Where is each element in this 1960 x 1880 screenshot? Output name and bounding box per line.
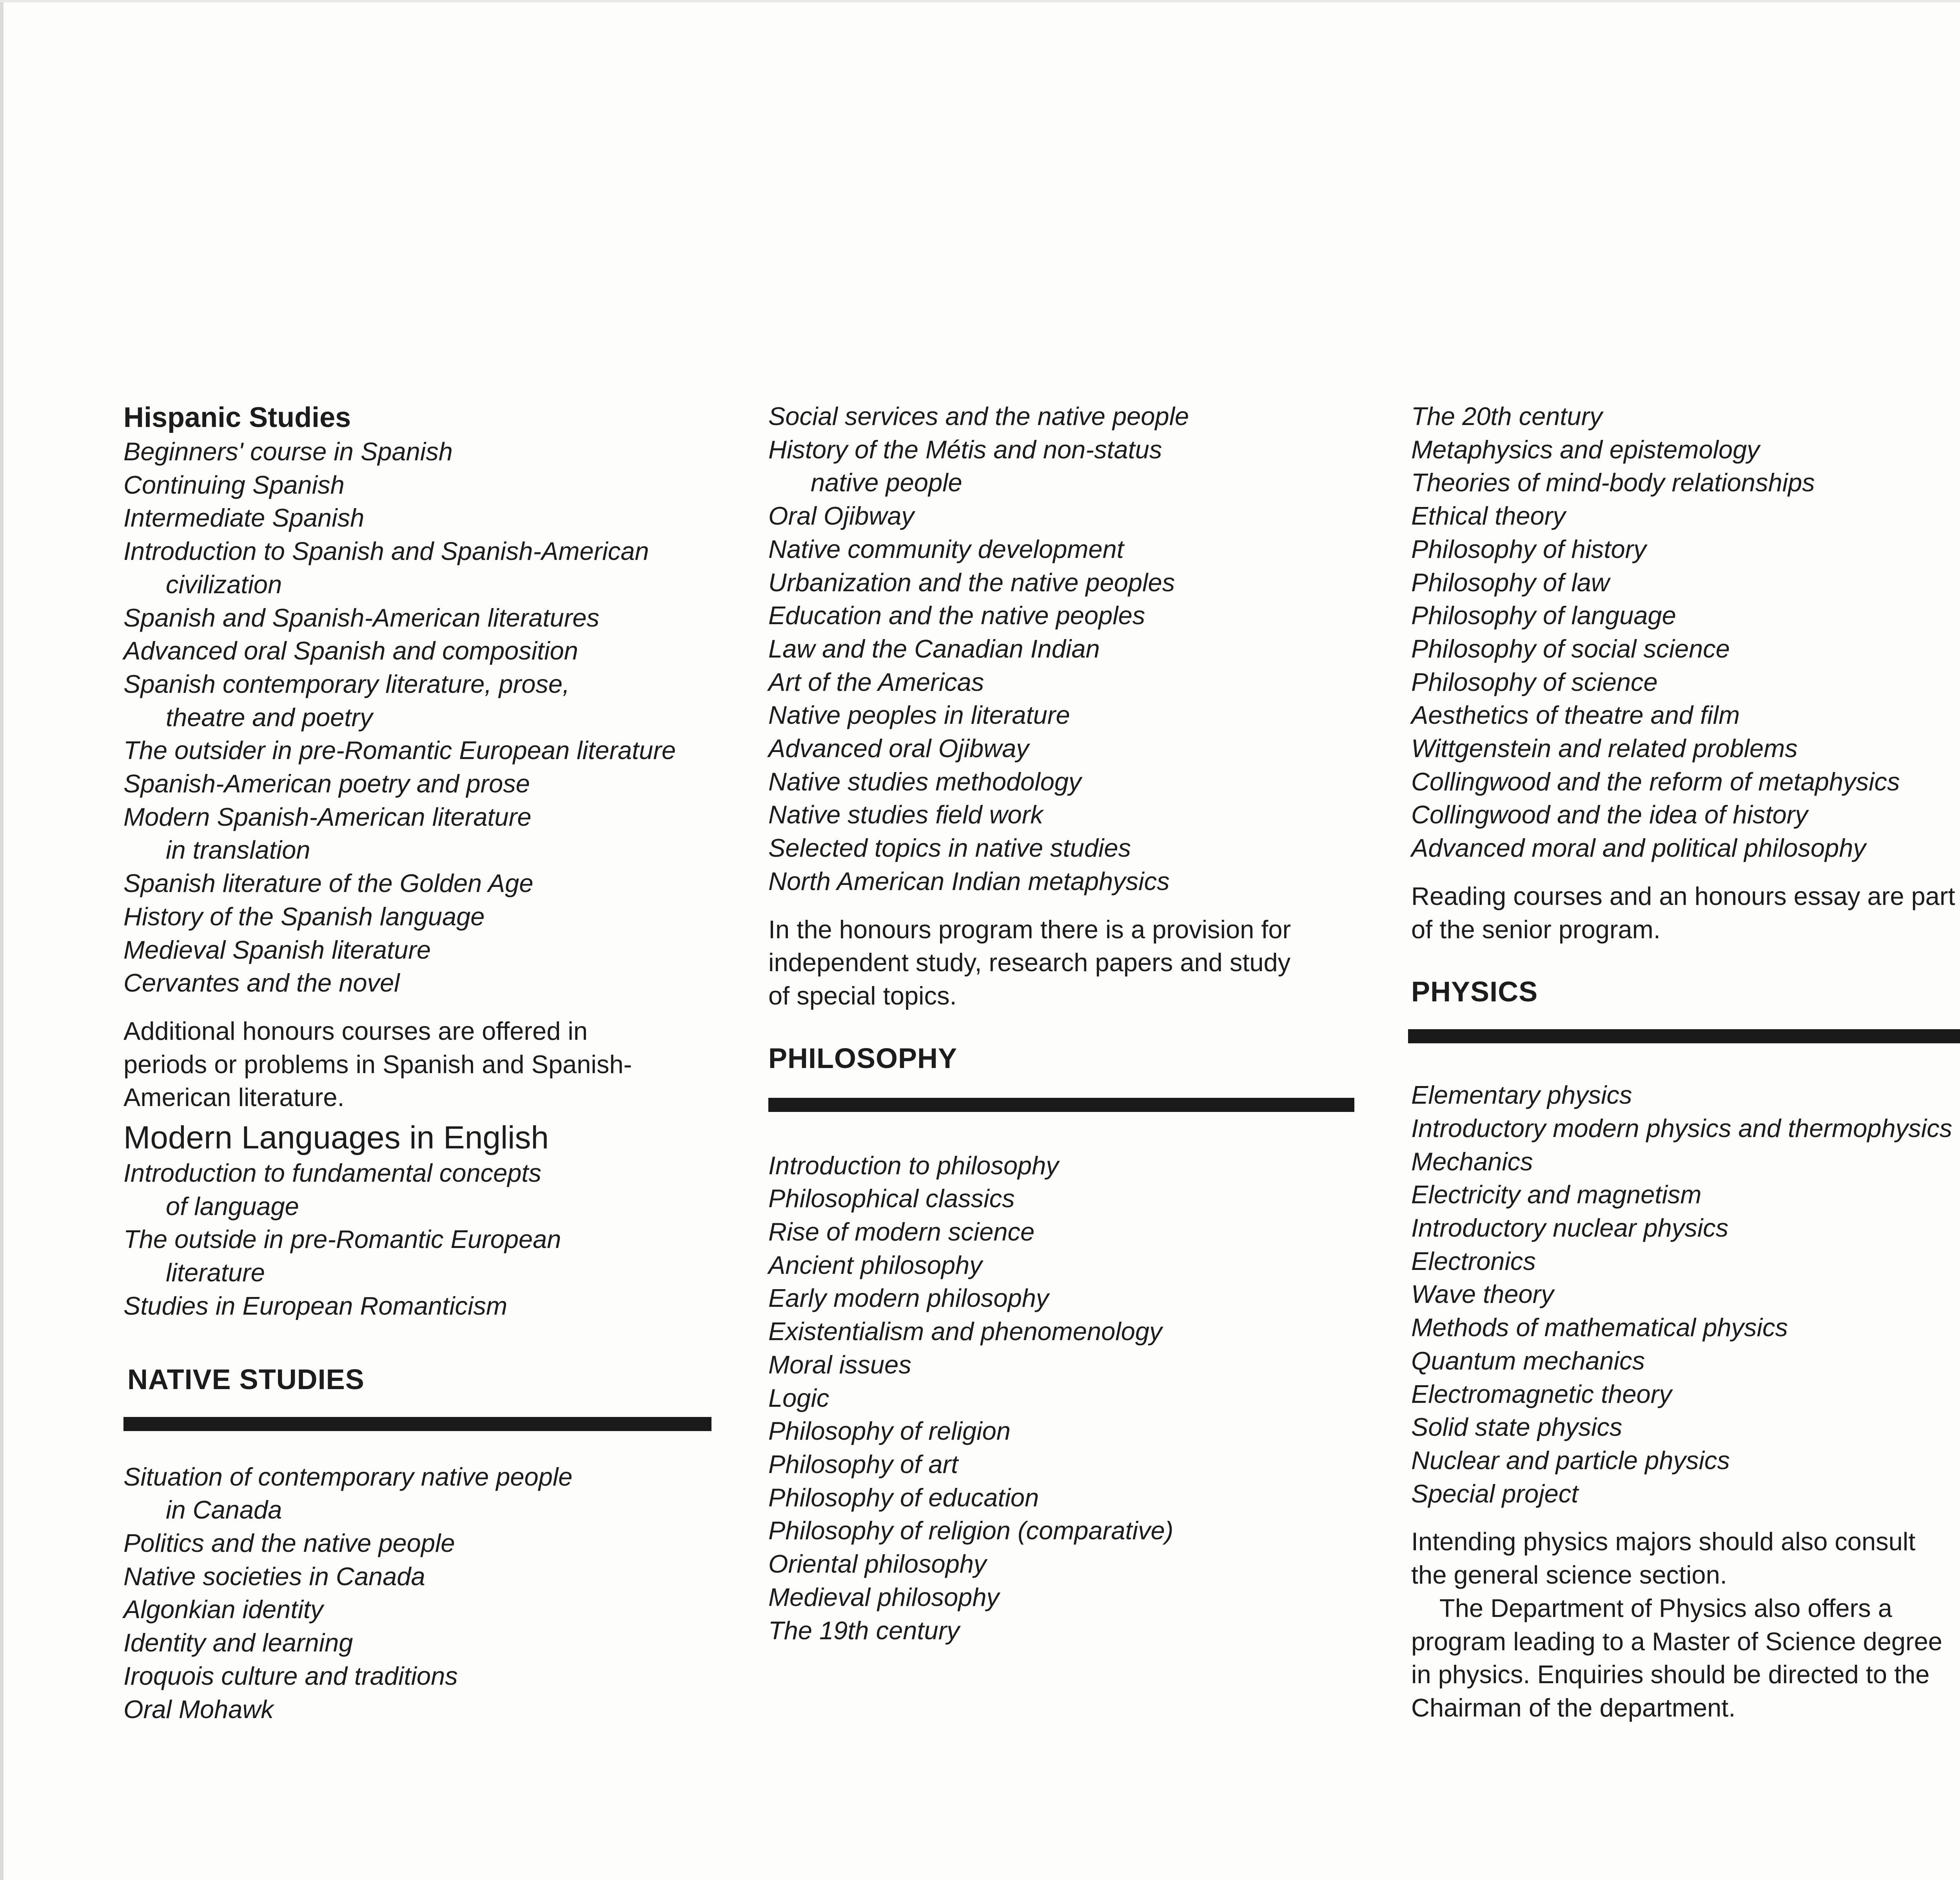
course-item-continuation: of language bbox=[166, 1192, 299, 1221]
page-top-edge bbox=[0, 0, 1960, 2]
note-line: Additional honours courses are offered in bbox=[123, 1016, 588, 1045]
course-item: Continuing Spanish bbox=[123, 470, 345, 499]
course-item: Oriental philosophy bbox=[768, 1549, 987, 1578]
course-item: Native studies methodology bbox=[768, 767, 1082, 796]
note-line: The Department of Physics also offers a bbox=[1439, 1593, 1892, 1622]
course-item: History of the Métis and non-status bbox=[768, 435, 1162, 464]
course-item: Ethical theory bbox=[1411, 501, 1566, 530]
course-item-continuation: civilization bbox=[166, 570, 282, 599]
note-line: Reading courses and an honours essay are part bbox=[1411, 881, 1955, 910]
course-item: Metaphysics and epistemology bbox=[1411, 435, 1760, 464]
course-item: Art of the Americas bbox=[768, 667, 984, 696]
course-item: Aesthetics of theatre and film bbox=[1411, 701, 1740, 730]
course-item: Medieval Spanish literature bbox=[123, 935, 431, 964]
course-item: Collingwood and the reform of metaphysics bbox=[1411, 767, 1900, 796]
course-item-continuation: native people bbox=[811, 468, 962, 497]
course-item: Introduction to fundamental concepts bbox=[123, 1159, 541, 1188]
course-item: Wave theory bbox=[1411, 1280, 1554, 1309]
course-item: Advanced oral Ojibway bbox=[768, 734, 1029, 763]
physics-note bbox=[1411, 1525, 1960, 1724]
course-item: Existentialism and phenomenology bbox=[768, 1317, 1162, 1346]
course-item: The 20th century bbox=[1411, 402, 1602, 430]
course-item: Electromagnetic theory bbox=[1411, 1379, 1672, 1408]
course-item: Introductory nuclear physics bbox=[1411, 1213, 1729, 1242]
course-item: Native peoples in literature bbox=[768, 701, 1070, 730]
course-item: Advanced oral Spanish and composition bbox=[123, 636, 578, 665]
course-item: Advanced moral and political philosophy bbox=[1411, 834, 1866, 863]
page-left-edge bbox=[0, 0, 4, 1880]
physics-heading: PHYSICS bbox=[1411, 976, 1538, 1008]
modern-languages-list bbox=[123, 1157, 735, 1323]
course-item: Modern Spanish-American literature bbox=[123, 802, 532, 831]
course-item: Iroquois culture and traditions bbox=[123, 1661, 458, 1690]
course-item: Special project bbox=[1411, 1479, 1579, 1508]
course-item: Mechanics bbox=[1411, 1147, 1533, 1176]
course-item: Intermediate Spanish bbox=[123, 503, 365, 532]
course-item-continuation: in translation bbox=[166, 836, 310, 865]
course-item: Beginners' course in Spanish bbox=[123, 437, 453, 466]
course-item: Native community development bbox=[768, 534, 1124, 563]
course-item: Education and the native peoples bbox=[768, 601, 1145, 630]
course-item: Philosophy of education bbox=[768, 1483, 1039, 1512]
course-item: Studies in European Romanticism bbox=[123, 1291, 508, 1320]
note-line: the general science section. bbox=[1411, 1560, 1727, 1589]
course-item: Philosophy of law bbox=[1411, 568, 1610, 597]
course-item: Early modern philosophy bbox=[768, 1284, 1049, 1313]
hispanic-studies-title: Hispanic Studies bbox=[123, 402, 351, 433]
course-item: Oral Mohawk bbox=[123, 1695, 274, 1724]
course-item: Collingwood and the idea of history bbox=[1411, 800, 1808, 829]
section-rule bbox=[768, 1098, 1354, 1112]
course-item: The 19th century bbox=[768, 1616, 960, 1645]
course-item: Identity and learning bbox=[123, 1628, 353, 1657]
modern-languages-title: Modern Languages in English bbox=[123, 1120, 549, 1156]
course-item: Introduction to philosophy bbox=[768, 1151, 1059, 1180]
course-item: Philosophical classics bbox=[768, 1184, 1015, 1213]
philosophy-note bbox=[1411, 880, 1960, 946]
note-line: in physics. Enquiries should be directed to the bbox=[1411, 1660, 1930, 1689]
native-studies-list bbox=[123, 1460, 735, 1726]
note-line: Chairman of the department. bbox=[1411, 1693, 1736, 1722]
section-rule bbox=[123, 1417, 711, 1431]
course-item-continuation: theatre and poetry bbox=[166, 703, 373, 732]
note-line: of special topics. bbox=[768, 981, 957, 1010]
course-item: The outside in pre-Romantic European bbox=[123, 1225, 561, 1254]
course-item: Spanish and Spanish-American literatures bbox=[123, 603, 599, 632]
course-item: Elementary physics bbox=[1411, 1081, 1632, 1110]
native-studies-list-continued bbox=[768, 400, 1380, 898]
course-item: Cervantes and the novel bbox=[123, 968, 400, 997]
column-2 bbox=[768, 400, 1380, 1647]
course-item-continuation: literature bbox=[166, 1258, 265, 1287]
course-item: Philosophy of social science bbox=[1411, 634, 1730, 663]
course-item: Social services and the native people bbox=[768, 402, 1189, 430]
course-item: Philosophy of religion (comparative) bbox=[768, 1516, 1174, 1545]
course-item: Medieval philosophy bbox=[768, 1582, 999, 1611]
native-studies-heading: NATIVE STUDIES bbox=[127, 1364, 365, 1395]
course-item: Spanish literature of the Golden Age bbox=[123, 869, 534, 898]
course-item: Spanish-American poetry and prose bbox=[123, 769, 530, 798]
course-item: Philosophy of language bbox=[1411, 601, 1676, 630]
course-item: Wittgenstein and related problems bbox=[1411, 734, 1798, 763]
note-line: periods or problems in Spanish and Spanish- bbox=[123, 1050, 632, 1079]
course-item: Law and the Canadian Indian bbox=[768, 634, 1100, 663]
physics-list bbox=[1411, 1079, 1960, 1510]
course-item: Introductory modern physics and thermophysics bbox=[1411, 1113, 1953, 1143]
philosophy-heading: PHILOSOPHY bbox=[768, 1043, 958, 1074]
course-item: History of the Spanish language bbox=[123, 902, 485, 931]
course-item: Ancient philosophy bbox=[768, 1250, 982, 1279]
course-item: The outsider in pre-Romantic European literature bbox=[123, 736, 676, 765]
native-studies-note bbox=[768, 913, 1380, 1013]
note-line: program leading to a Master of Science degree bbox=[1411, 1627, 1942, 1656]
hispanic-studies-list bbox=[123, 435, 735, 1000]
course-item: Oral Ojibway bbox=[768, 501, 915, 530]
course-item: Politics and the native people bbox=[123, 1528, 455, 1557]
section-rule bbox=[1408, 1029, 1960, 1043]
course-item: Native studies field work bbox=[768, 800, 1043, 829]
philosophy-list-continued bbox=[1411, 400, 1960, 865]
course-item: Rise of modern science bbox=[768, 1217, 1035, 1246]
course-item: Methods of mathematical physics bbox=[1411, 1313, 1788, 1342]
course-item: Algonkian identity bbox=[123, 1595, 323, 1624]
course-item: Philosophy of history bbox=[1411, 534, 1646, 563]
philosophy-list bbox=[768, 1149, 1380, 1647]
course-item: Theories of mind-body relationships bbox=[1411, 468, 1815, 497]
note-line: independent study, research papers and study bbox=[768, 948, 1291, 977]
course-item: Electricity and magnetism bbox=[1411, 1180, 1702, 1209]
hispanic-note bbox=[123, 1015, 735, 1114]
course-item: Philosophy of art bbox=[768, 1450, 958, 1479]
course-item: Native societies in Canada bbox=[123, 1562, 425, 1591]
note-line: In the honours program there is a provision for bbox=[768, 915, 1291, 944]
course-item: Spanish contemporary literature, prose, bbox=[123, 669, 570, 698]
course-item: North American Indian metaphysics bbox=[768, 866, 1170, 895]
course-item: Solid state physics bbox=[1411, 1413, 1622, 1442]
note-line: of the senior program. bbox=[1411, 915, 1661, 944]
course-item: Philosophy of religion bbox=[768, 1417, 1011, 1446]
course-item: Nuclear and particle physics bbox=[1411, 1446, 1730, 1475]
course-item: Electronics bbox=[1411, 1246, 1536, 1275]
course-item: Urbanization and the native peoples bbox=[768, 568, 1175, 597]
course-item: Philosophy of science bbox=[1411, 667, 1658, 696]
course-item: Logic bbox=[768, 1383, 829, 1412]
column-3 bbox=[1411, 400, 1960, 1725]
column-1 bbox=[123, 400, 735, 1726]
course-item: Introduction to Spanish and Spanish-American bbox=[123, 537, 649, 566]
course-item-continuation: in Canada bbox=[166, 1495, 282, 1524]
course-item: Situation of contemporary native people bbox=[123, 1462, 573, 1491]
note-line: Intending physics majors should also consult bbox=[1411, 1527, 1916, 1556]
course-item: Selected topics in native studies bbox=[768, 834, 1131, 863]
course-item: Quantum mechanics bbox=[1411, 1346, 1645, 1375]
course-item: Moral issues bbox=[768, 1350, 911, 1379]
note-line: American literature. bbox=[123, 1083, 345, 1112]
